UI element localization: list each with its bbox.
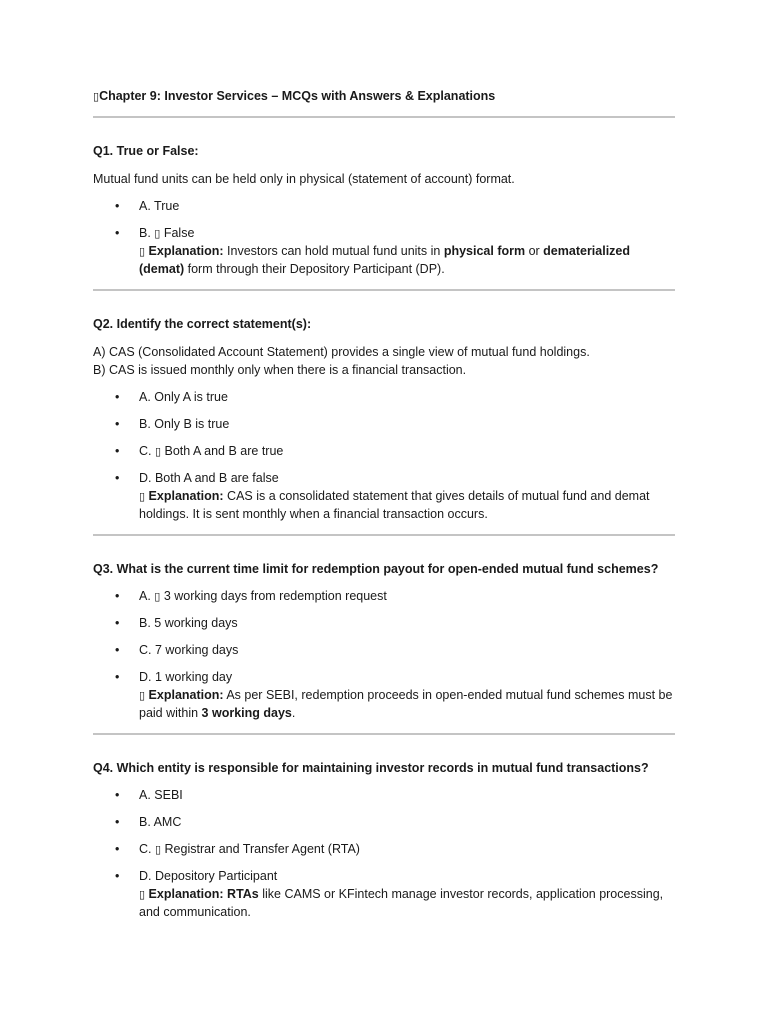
q1-option-a: • A. True [93,197,675,215]
book-icon: ▯ [93,91,100,103]
explanation-text: form through their Depository Participant (DP). [184,262,445,276]
q2-statement-b: B) CAS is issued monthly only when there is a financial transaction. [93,363,467,377]
q3-option-c: • C. 7 working days [93,641,675,659]
q2-heading: Q2. Identify the correct statement(s): [93,317,312,331]
option-text: False [160,226,195,240]
explanation-bold: physical form [443,244,526,258]
answer-check-icon: ▯ [154,228,161,240]
document-content [93,87,675,921]
q2-statements [93,343,675,379]
q4-option-a: • A. SEBI [93,786,675,804]
q4-option-d [93,867,675,921]
answer-check-icon: ▯ [154,591,161,603]
q1-statement: Mutual fund units can be held only in physical (statement of account) format. [93,172,515,186]
q2-statement-a: A) CAS (Consolidated Account Statement) provides a single view of mutual fund holdings. [93,345,590,359]
explanation-label: Explanation: [148,489,224,503]
q2-options [93,388,675,523]
q3-options [93,587,675,722]
explanation-label: Explanation: [148,887,224,901]
explanation-label: Explanation: [148,244,224,258]
option-prefix: C. [139,444,155,458]
q3-option-b: • B. 5 working days [93,614,675,632]
explanation-text: . [291,706,296,720]
option-text: Registrar and Transfer Agent (RTA) [161,842,360,856]
divider [93,289,675,291]
q2-option-c [93,442,675,460]
explanation-text: or [525,244,544,258]
title-text: Chapter 9: Investor Services – MCQs with Answers & Explanations [99,89,496,103]
option-text: Both A and B are true [161,444,284,458]
bulb-icon: ▯ [139,491,146,503]
option-prefix: B. [139,226,155,240]
explanation-bold: RTAs [227,887,259,901]
explanation-text: like CAMS or KFintech manage investor records, application processing, and communication. [139,887,664,919]
explanation-text: As per SEBI, redemption proceeds in open-ended mutual fund schemes must be paid within [139,688,673,720]
q2-option-b: • B. Only B is true [93,415,675,433]
answer-check-icon: ▯ [154,844,162,856]
q4-option-b: • B. AMC [93,813,675,831]
explanation-bold: 3 working days [201,706,292,720]
explanation-text: Investors can hold mutual fund units in [223,244,444,258]
option-text: 3 working days from redemption request [160,589,387,603]
q3-heading: Q3. What is the current time limit for redemption payout for open-ended mutual fund schemes? [93,562,659,576]
q1-option-b [93,224,675,278]
q2-option-a: • A. Only A is true [93,388,675,406]
option-text: D. 1 working day [139,670,233,684]
q4-heading: Q4. Which entity is responsible for maintaining investor records in mutual fund transactions? [93,761,649,775]
page-title [93,87,675,105]
option-text: D. Depository Participant [139,869,278,883]
answer-check-icon: ▯ [154,446,162,458]
explanation-text: CAS is a consolidated statement that gives details of mutual fund and demat holdings. It is sent monthly when a financial transaction occurs. [139,489,650,521]
q4-options [93,786,675,921]
divider [93,534,675,536]
q1-heading: Q1. True or False: [93,144,199,158]
option-prefix: C. [139,842,155,856]
explanation-bold: dematerialized (demat) [139,244,631,276]
explanation-label: Explanation: [148,688,224,702]
divider [93,733,675,735]
bulb-icon: ▯ [139,889,146,901]
option-prefix: A. [139,589,155,603]
bulb-icon: ▯ [139,246,146,258]
q3-option-a [93,587,675,605]
q1-options [93,197,675,278]
option-text: D. Both A and B are false [139,471,279,485]
bulb-icon: ▯ [139,690,146,702]
q3-option-d [93,668,675,722]
divider [93,116,675,118]
q4-option-c [93,840,675,858]
q2-option-d [93,469,675,523]
